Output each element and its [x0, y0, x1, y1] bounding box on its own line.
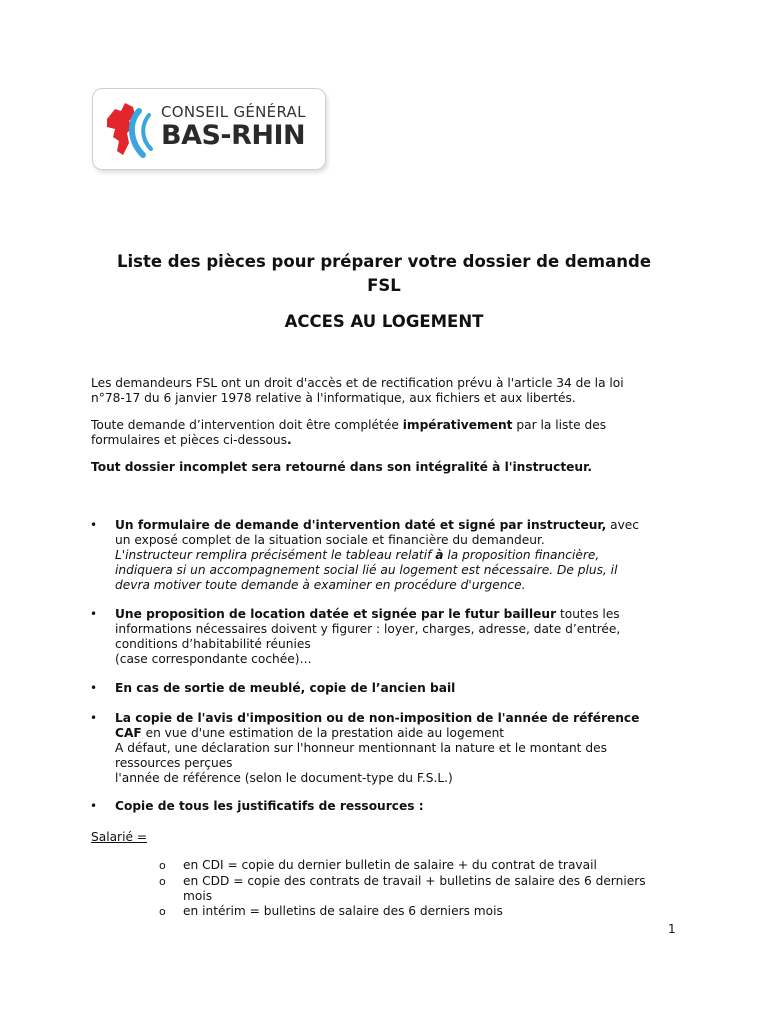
intro-paragraph-2 — [91, 418, 691, 448]
logo-line2: BAS-RHIN — [161, 120, 306, 151]
list-item: Un formulaire de demande d'intervention daté et signé par instructeur, avec un exposé complet de la situation sociale et financière du demandeur. L'instructeur remplira précisément le tableau relatif à la proposition financière, indiquera si un accompagnement social lié au logement est nécessaire. De plus, il devra motiver toute demande à examiner en procédure d'urgence. — [115, 518, 640, 592]
sub-bullet-icon: o — [159, 859, 166, 872]
list-item: Une proposition de location datée et signée par le futur bailleur toutes les informations nécessaires doivent y figurer : loyer, charges, adresse, date d’entrée, conditions d’habitabilité réunies (case correspondante cochée)… — [115, 607, 621, 666]
logo-line1: CONSEIL GÉNÉRAL — [161, 103, 306, 121]
sub-bullet-icon: o — [159, 875, 166, 888]
intro-p1-line2: n°78-17 du 6 janvier 1978 relative à l'informatique, aux fichiers et aux libertés. — [91, 391, 576, 405]
list-item: En cas de sortie de meublé, copie de l’ancien bail — [115, 681, 456, 695]
title-line2: FSL — [367, 276, 401, 295]
sub-list-item: en CDI = copie du dernier bulletin de salaire + du contrat de travail — [183, 858, 597, 872]
bas-rhin-emblem-icon — [99, 97, 161, 163]
bullet-icon: • — [90, 681, 98, 695]
bullet-icon: • — [90, 799, 98, 813]
logo — [92, 88, 326, 170]
bullet-icon: • — [90, 711, 98, 725]
bullet-icon: • — [90, 607, 98, 621]
salarie-label: Salarié = — [91, 830, 148, 844]
sub-list-item: en CDD = copie des contrats de travail + bulletins de salaire des 6 derniers mois — [183, 874, 646, 903]
page-number: 1 — [668, 922, 676, 936]
intro-p2-line2: formulaires et pièces ci-dessous. — [91, 433, 292, 447]
intro-p1-line1: Les demandeurs FSL ont un droit d'accès et de rectification prévu à l'article 34 de la loi — [91, 376, 624, 390]
intro-paragraph-3: Tout dossier incomplet sera retourné dans son intégralité à l'instructeur. — [91, 460, 592, 474]
sub-list-item: en intérim = bulletins de salaire des 6 derniers mois — [183, 904, 503, 918]
list-item: Copie de tous les justificatifs de ressources : — [115, 799, 424, 813]
intro-paragraph-1 — [91, 376, 691, 406]
page-title — [60, 250, 708, 298]
sub-bullet-icon: o — [159, 905, 166, 918]
list-item: La copie de l'avis d'imposition ou de non-imposition de l'année de référence CAF en vue d'une estimation de la prestation aide au logement A défaut, une déclaration sur l'honneur mentionnant la nature et le montant des ressources perçues l'année de référence (selon le document-type du F.S.L.) — [115, 711, 640, 785]
intro-p2-line1: Toute demande d’intervention doit être complétée impérativement par la liste des — [91, 418, 607, 432]
title-line1: Liste des pièces pour préparer votre dossier de demande — [116, 252, 652, 271]
bullet-icon: • — [90, 518, 98, 532]
page-subtitle: ACCES AU LOGEMENT — [284, 312, 484, 331]
